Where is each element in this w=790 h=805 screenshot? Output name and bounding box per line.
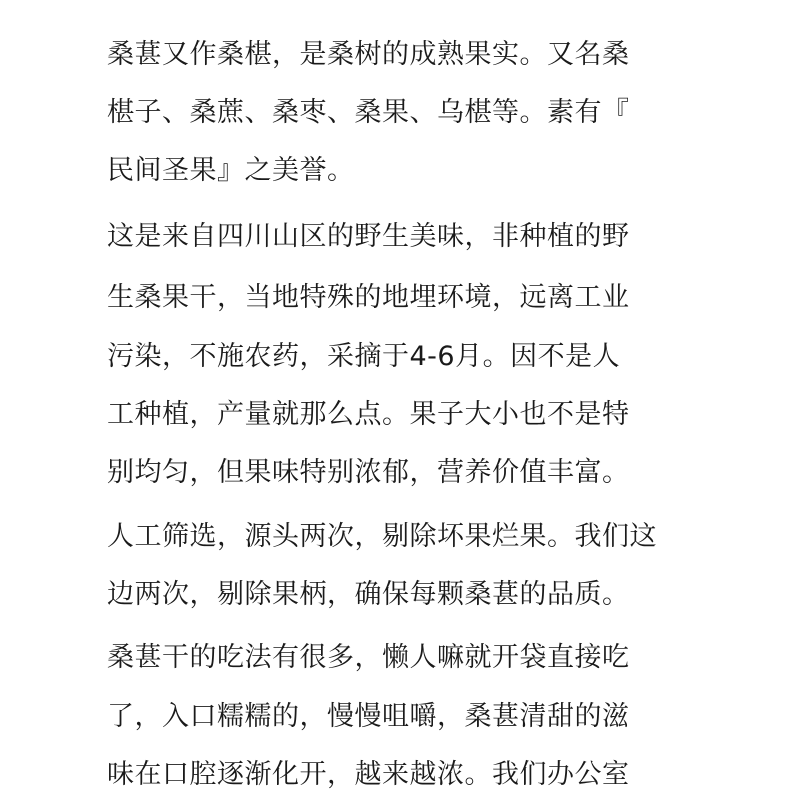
text-line: 味在口腔逐渐化开，越来越浓。我们办公室: [107, 759, 630, 790]
text-line: 生桑果干，当地特殊的地埋环境，远离工业: [107, 282, 630, 313]
text-line: 污染，不施农药，采摘于4-6月。因不是人: [107, 341, 621, 372]
text-line: 别均匀，但果味特别浓郁，营养价值丰富。: [107, 457, 630, 488]
text-line: 了，入口糯糯的，慢慢咀嚼，桑葚清甜的滋: [107, 701, 630, 732]
text-line: 人工筛选，源头两次，剔除坏果烂果。我们这: [107, 521, 657, 552]
text-line: 边两次，剔除果柄，确保每颗桑葚的品质。: [107, 579, 630, 610]
text-line: 民间圣果』之美誉。: [107, 155, 355, 186]
text-line: 椹子、桑蔗、桑枣、桑果、乌椹等。素有『: [107, 97, 630, 128]
text-line: 这是来自四川山区的野生美味，非种植的野: [107, 221, 630, 252]
text-line: 桑葚又作桑椹，是桑树的成熟果实。又名桑: [107, 39, 630, 70]
text-line: 工种植，产量就那么点。果子大小也不是特: [107, 399, 630, 430]
text-line: 桑葚干的吃法有很多，懒人嘛就开袋直接吃: [107, 642, 630, 673]
